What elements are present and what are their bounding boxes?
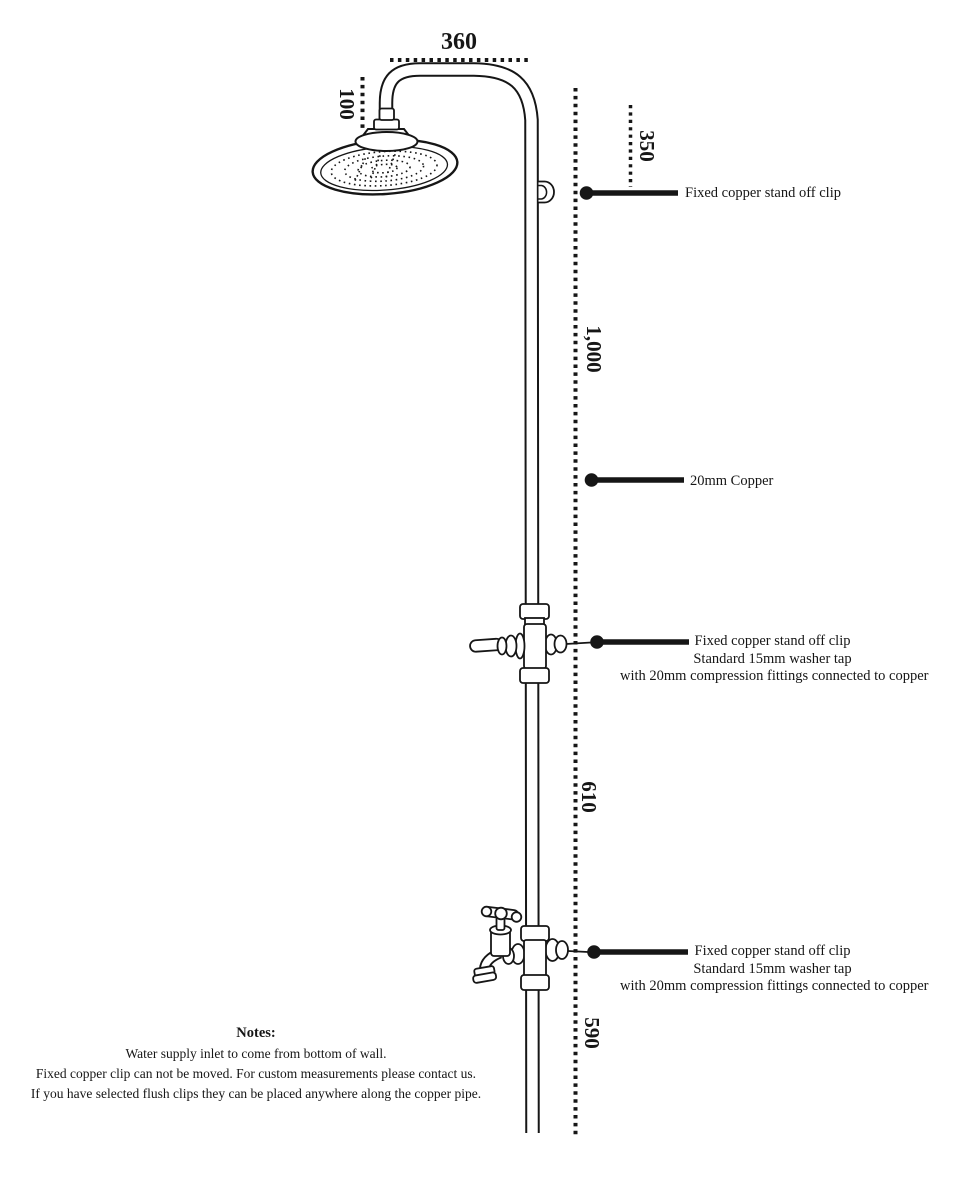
standoff-clip-knob bbox=[539, 182, 555, 203]
callout-mid-tap-label bbox=[620, 633, 929, 686]
dim-590-label: 590 bbox=[580, 1017, 604, 1049]
bib-tap-fitting bbox=[473, 906, 568, 990]
dim-100-label: 100 bbox=[335, 88, 359, 120]
callout-bottom-tap-line1: Fixed copper stand off clip bbox=[694, 943, 851, 959]
notes-line-1: Water supply inlet to come from bottom of wall. bbox=[125, 1046, 387, 1061]
leader-top-clip bbox=[580, 186, 678, 200]
notes-block bbox=[26, 1024, 486, 1104]
callout-bottom-tap-line2: Standard 15mm washer tap bbox=[693, 960, 852, 977]
shower-head bbox=[311, 109, 459, 199]
callout-top-clip-label: Fixed copper stand off clip bbox=[685, 185, 841, 201]
riser-pipe-and-arm bbox=[386, 70, 533, 1134]
callout-copper-label: 20mm Copper bbox=[690, 473, 774, 489]
callout-bottom-tap-line3: with 20mm compression fittings connected to copper bbox=[620, 978, 929, 995]
dim-610-label: 610 bbox=[577, 781, 601, 813]
callout-mid-tap-line1: Fixed copper stand off clip bbox=[694, 633, 851, 649]
dim-1000-label: 1,000 bbox=[582, 325, 606, 373]
dim-360-label: 360 bbox=[441, 29, 477, 55]
notes-line-3: If you have selected flush clips they can be placed anywhere along the copper pipe. bbox=[30, 1086, 482, 1101]
notes-title: Notes: bbox=[236, 1025, 276, 1041]
callout-mid-tap-line2: Standard 15mm washer tap bbox=[693, 650, 852, 667]
callout-bottom-tap-label bbox=[620, 943, 929, 996]
callout-mid-tap-line3: with 20mm compression fittings connected to copper bbox=[620, 668, 929, 685]
leader-copper bbox=[585, 473, 684, 487]
notes-line-2: Fixed copper clip can not be moved. For custom measurements please contact us. bbox=[35, 1066, 477, 1081]
mid-valve-fitting bbox=[470, 604, 567, 683]
dim-350-label: 350 bbox=[635, 130, 659, 162]
